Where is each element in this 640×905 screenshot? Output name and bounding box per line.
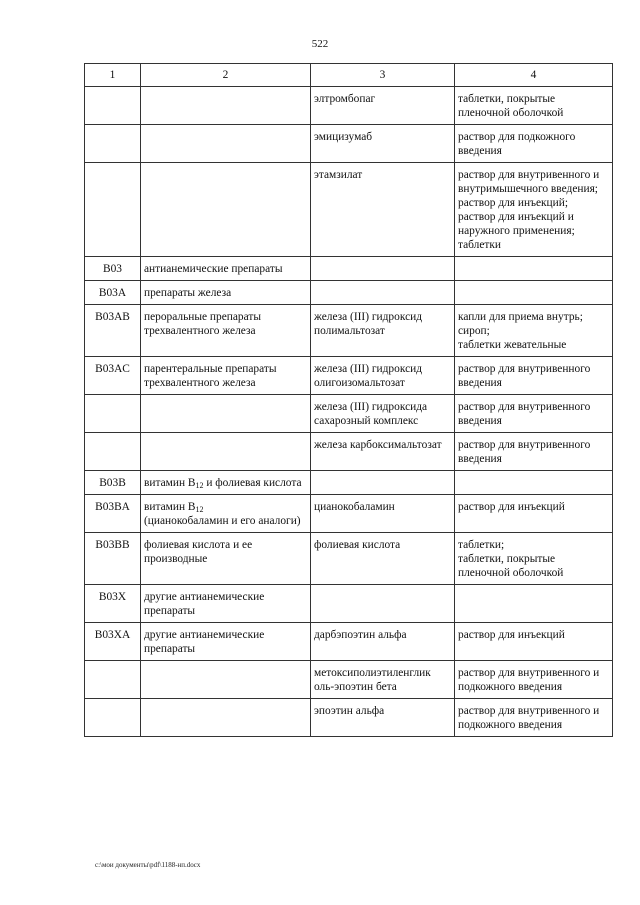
- group-text: витамин B: [144, 501, 196, 513]
- atc-code-cell: [85, 125, 141, 163]
- table-row: [85, 87, 613, 125]
- drug-name-cell: дарбэпоэтин альфа: [311, 623, 455, 661]
- drug-name-cell: этамзилат: [311, 163, 455, 257]
- anatomical-group-cell: [141, 471, 311, 495]
- anatomical-group-cell: фолиевая кислота и ее производные: [141, 533, 311, 585]
- dosage-form-cell: раствор для внутривенного и подкожного введения: [455, 661, 613, 699]
- atc-code-cell: [85, 699, 141, 737]
- drug-name-cell: железа (III) гидроксида сахарозный комплекс: [311, 395, 455, 433]
- atc-code-cell: [85, 163, 141, 257]
- anatomical-group-cell: антианемические препараты: [141, 257, 311, 281]
- atc-code-cell: B03BB: [85, 533, 141, 585]
- anatomical-group-cell: препараты железа: [141, 281, 311, 305]
- column-header: 2: [141, 64, 311, 87]
- anatomical-group-cell: [141, 661, 311, 699]
- anatomical-group-cell: пероральные препараты трехвалентного железа: [141, 305, 311, 357]
- anatomical-group-cell: [141, 395, 311, 433]
- dosage-form-cell: раствор для внутривенного и подкожного введения: [455, 699, 613, 737]
- dosage-form-cell: [455, 281, 613, 305]
- dosage-form-cell: [455, 471, 613, 495]
- atc-code-cell: B03BA: [85, 495, 141, 533]
- table-row: [85, 257, 613, 281]
- table-row: [85, 163, 613, 257]
- dosage-form-cell: раствор для внутривенного введения: [455, 395, 613, 433]
- dosage-form-cell: раствор для инъекций: [455, 623, 613, 661]
- anatomical-group-cell: парентеральные препараты трехвалентного железа: [141, 357, 311, 395]
- atc-code-cell: B03AC: [85, 357, 141, 395]
- column-header: 4: [455, 64, 613, 87]
- dosage-form-cell: таблетки; таблетки, покрытые пленочной оболочкой: [455, 533, 613, 585]
- table-row: [85, 661, 613, 699]
- table-row: [85, 623, 613, 661]
- drug-name-cell: [311, 257, 455, 281]
- group-subscript: 12: [195, 505, 204, 514]
- drug-name-cell: железа (III) гидроксид олигоизомальтозат: [311, 357, 455, 395]
- anatomical-group-cell: [141, 433, 311, 471]
- table-row: [85, 495, 613, 533]
- drug-name-cell: [311, 471, 455, 495]
- drug-name-cell: [311, 585, 455, 623]
- anatomical-group-cell: [141, 495, 311, 533]
- table-row: [85, 433, 613, 471]
- atc-code-cell: [85, 87, 141, 125]
- dosage-form-cell: капли для приема внутрь; сироп; таблетки жевательные: [455, 305, 613, 357]
- group-text: и фолиевая кислота: [203, 477, 302, 489]
- table-row: [85, 125, 613, 163]
- atc-code-cell: B03AB: [85, 305, 141, 357]
- dosage-form-cell: раствор для внутривенного введения: [455, 357, 613, 395]
- drug-name-cell: фолиевая кислота: [311, 533, 455, 585]
- drug-name-cell: железа (III) гидроксид полимальтозат: [311, 305, 455, 357]
- table-row: [85, 305, 613, 357]
- drug-name-cell: эмицизумаб: [311, 125, 455, 163]
- drug-name-cell: [311, 281, 455, 305]
- anatomical-group-cell: другие антианемические препараты: [141, 623, 311, 661]
- drug-name-cell: метоксиполиэтиленглик оль-эпоэтин бета: [311, 661, 455, 699]
- table-row: [85, 395, 613, 433]
- table-row: [85, 357, 613, 395]
- anatomical-group-cell: [141, 87, 311, 125]
- column-header: 3: [311, 64, 455, 87]
- group-text: (цианокобаламин и его аналоги): [144, 515, 301, 527]
- dosage-form-cell: таблетки, покрытые пленочной оболочкой: [455, 87, 613, 125]
- atc-code-cell: B03: [85, 257, 141, 281]
- drug-name-cell: цианокобаламин: [311, 495, 455, 533]
- dosage-form-cell: раствор для внутривенного введения: [455, 433, 613, 471]
- dosage-form-cell: раствор для подкожного введения: [455, 125, 613, 163]
- table-header-row: [85, 64, 613, 87]
- anatomical-group-cell: [141, 699, 311, 737]
- column-header: 1: [85, 64, 141, 87]
- table-row: [85, 281, 613, 305]
- group-subscript: 12: [195, 481, 204, 490]
- atc-code-cell: B03A: [85, 281, 141, 305]
- table-row: [85, 585, 613, 623]
- page-number: 522: [311, 38, 329, 50]
- table-row: [85, 699, 613, 737]
- table-row: [85, 533, 613, 585]
- atc-code-cell: [85, 433, 141, 471]
- atc-code-cell: B03B: [85, 471, 141, 495]
- drug-table: [84, 63, 613, 737]
- group-text: витамин B: [144, 477, 196, 489]
- atc-code-cell: B03X: [85, 585, 141, 623]
- drug-name-cell: железа карбоксимальтозат: [311, 433, 455, 471]
- atc-code-cell: B03XA: [85, 623, 141, 661]
- dosage-form-cell: [455, 257, 613, 281]
- dosage-form-cell: раствор для внутривенного и внутримышечного введения; раствор для инъекций; раствор для инъекций и наружного применения; таблетки: [455, 163, 613, 257]
- drug-name-cell: элтромбопаг: [311, 87, 455, 125]
- atc-code-cell: [85, 661, 141, 699]
- footer-file-path: c:\мои документы\pdf\1188-нп.docx: [95, 861, 201, 869]
- dosage-form-cell: раствор для инъекций: [455, 495, 613, 533]
- table-row: [85, 471, 613, 495]
- anatomical-group-cell: [141, 125, 311, 163]
- anatomical-group-cell: [141, 163, 311, 257]
- drug-name-cell: эпоэтин альфа: [311, 699, 455, 737]
- anatomical-group-cell: другие антианемические препараты: [141, 585, 311, 623]
- dosage-form-cell: [455, 585, 613, 623]
- atc-code-cell: [85, 395, 141, 433]
